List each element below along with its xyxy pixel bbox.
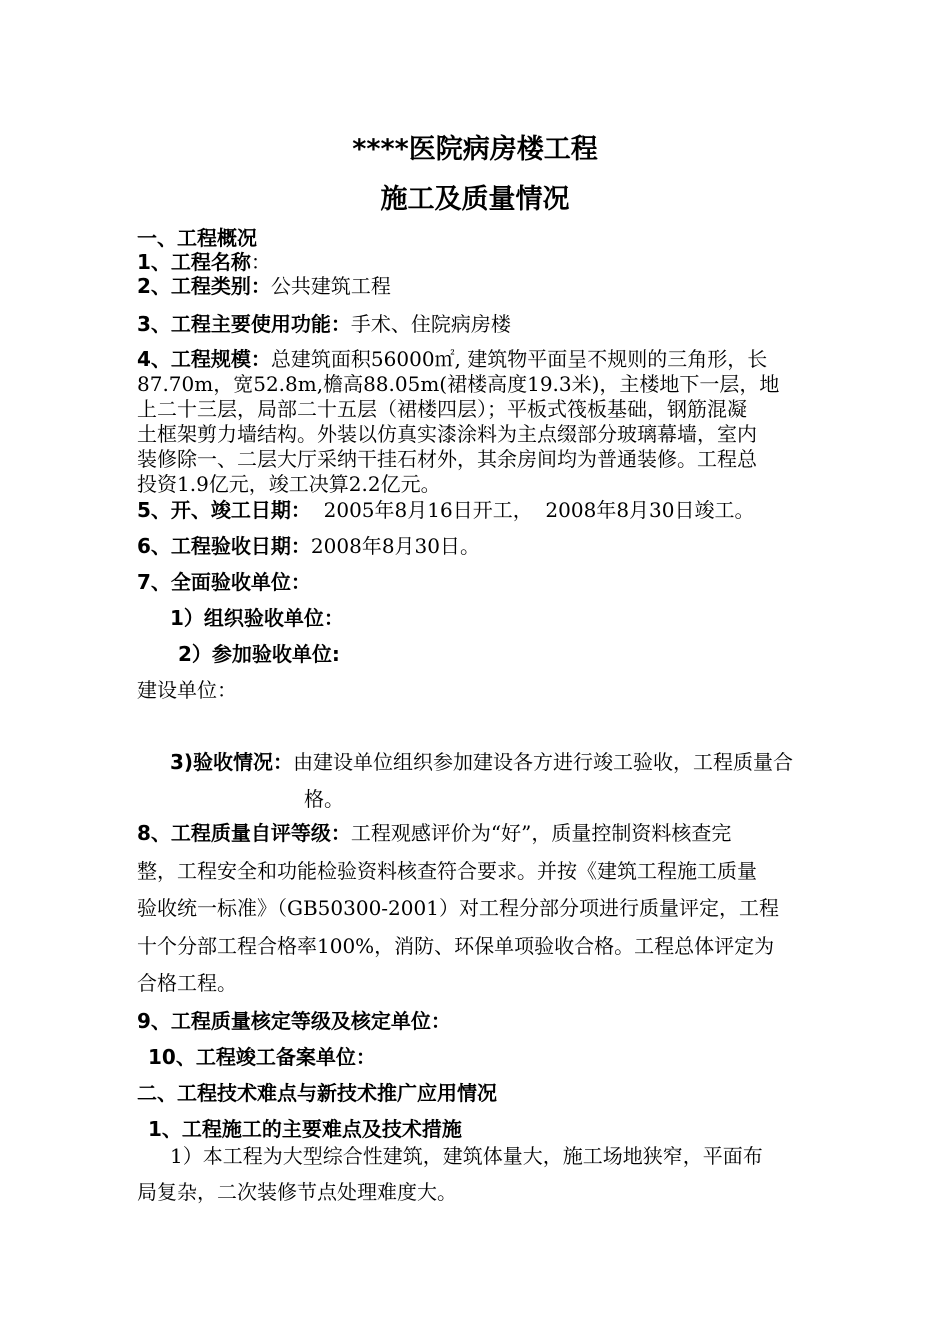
- difficulty-point-1-continued: 局复杂，二次装修节点处理难度大。: [137, 1180, 457, 1204]
- scale-line: 土框架剪力墙结构。外装以仿真实漆涂料为主点缀部分玻璃幕墙，室内: [137, 422, 757, 446]
- item-label: 3)验收情况：: [170, 750, 294, 774]
- self-rating-line: 工程观感评价为“好”，质量控制资料核查完: [350, 821, 732, 845]
- scale-line: 投资1.9亿元，竣工决算2.2亿元。: [137, 472, 441, 496]
- self-rating-line: 十个分部工程合格率100%，消防、环保单项验收合格。工程总体评定为: [137, 933, 775, 958]
- item-value: 手术、住院病房楼: [350, 312, 511, 336]
- item-verified-rating: 9、工程质量核定等级及核定单位：: [137, 1009, 451, 1033]
- item-acceptance-date: [137, 533, 837, 559]
- document-title-line2: 施工及质量情况: [380, 184, 570, 215]
- self-rating-line: 整，工程安全和功能检验资料核查符合要求。并按《建筑工程施工质量: [137, 858, 757, 883]
- item-project-function: [137, 311, 837, 337]
- item-organizer-unit: 1）组织验收单位：: [170, 606, 344, 630]
- item-project-category: [137, 273, 837, 299]
- item-value: 2008年8月30日。: [310, 534, 480, 558]
- item-label: 5、开、竣工日期：: [137, 498, 311, 522]
- item-value: ：: [250, 250, 271, 274]
- document-title-line1: ****医院病房楼工程: [352, 134, 598, 165]
- item-self-rating: [137, 815, 837, 1003]
- section2-subheading: 1、工程施工的主要难点及技术措施: [148, 1117, 462, 1141]
- item-label: 8、工程质量自评等级：: [137, 821, 351, 845]
- self-rating-line: 验收统一标准》（GB50300-2001）对工程分部分项进行质量评定，工程: [137, 896, 779, 920]
- scale-line: 装修除一、二层大厅采纳干挂石材外，其余房间均为普通装修。工程总: [137, 447, 757, 471]
- item-acceptance-units: 7、全面验收单位：: [137, 570, 311, 594]
- scale-line: 上二十三层，局部二十五层（裙楼四层）；平板式筏板基础，钢筋混凝: [137, 397, 747, 421]
- acceptance-status-continued: 格。: [304, 787, 344, 811]
- item-value: 由建设单位组织参加建设各方进行竣工验收，工程质量合: [293, 750, 794, 774]
- scale-line: 总建筑面积56000㎡, 建筑物平面呈不规则的三角形，长: [270, 347, 768, 371]
- item-label: 1、工程名称: [137, 250, 251, 274]
- section2-heading: 二、工程技术难点与新技术推广应用情况: [137, 1081, 497, 1105]
- item-participant-units: 2）参加验收单位:: [178, 642, 340, 666]
- item-project-scale: [137, 347, 837, 497]
- scale-line: 87.70m，宽52.8m,檐高88.05m(裙楼高度19.3米)，主楼地下一层，地: [137, 372, 780, 396]
- item-label: 3、工程主要使用功能：: [137, 312, 351, 336]
- item-label: 4、工程规模：: [137, 347, 271, 371]
- item-label: 6、工程验收日期：: [137, 534, 311, 558]
- section1-heading: 一、工程概况: [137, 226, 257, 250]
- item-construction-dates: [137, 497, 837, 523]
- item-value: 2005年8月16日开工， 2008年8月30日竣工。: [310, 498, 755, 522]
- item-value: 公共建筑工程: [270, 274, 391, 298]
- item-filing-unit: 10、工程竣工备案单位：: [148, 1045, 376, 1069]
- item-acceptance-status: [170, 749, 870, 775]
- self-rating-line: 合格工程。: [137, 971, 237, 995]
- item-owner-unit: 建设单位：: [137, 678, 237, 702]
- item-project-name: [137, 249, 837, 275]
- item-label: 2、工程类别：: [137, 274, 271, 298]
- difficulty-point-1: 1）本工程为大型综合性建筑，建筑体量大，施工场地狭窄，平面布: [170, 1144, 763, 1168]
